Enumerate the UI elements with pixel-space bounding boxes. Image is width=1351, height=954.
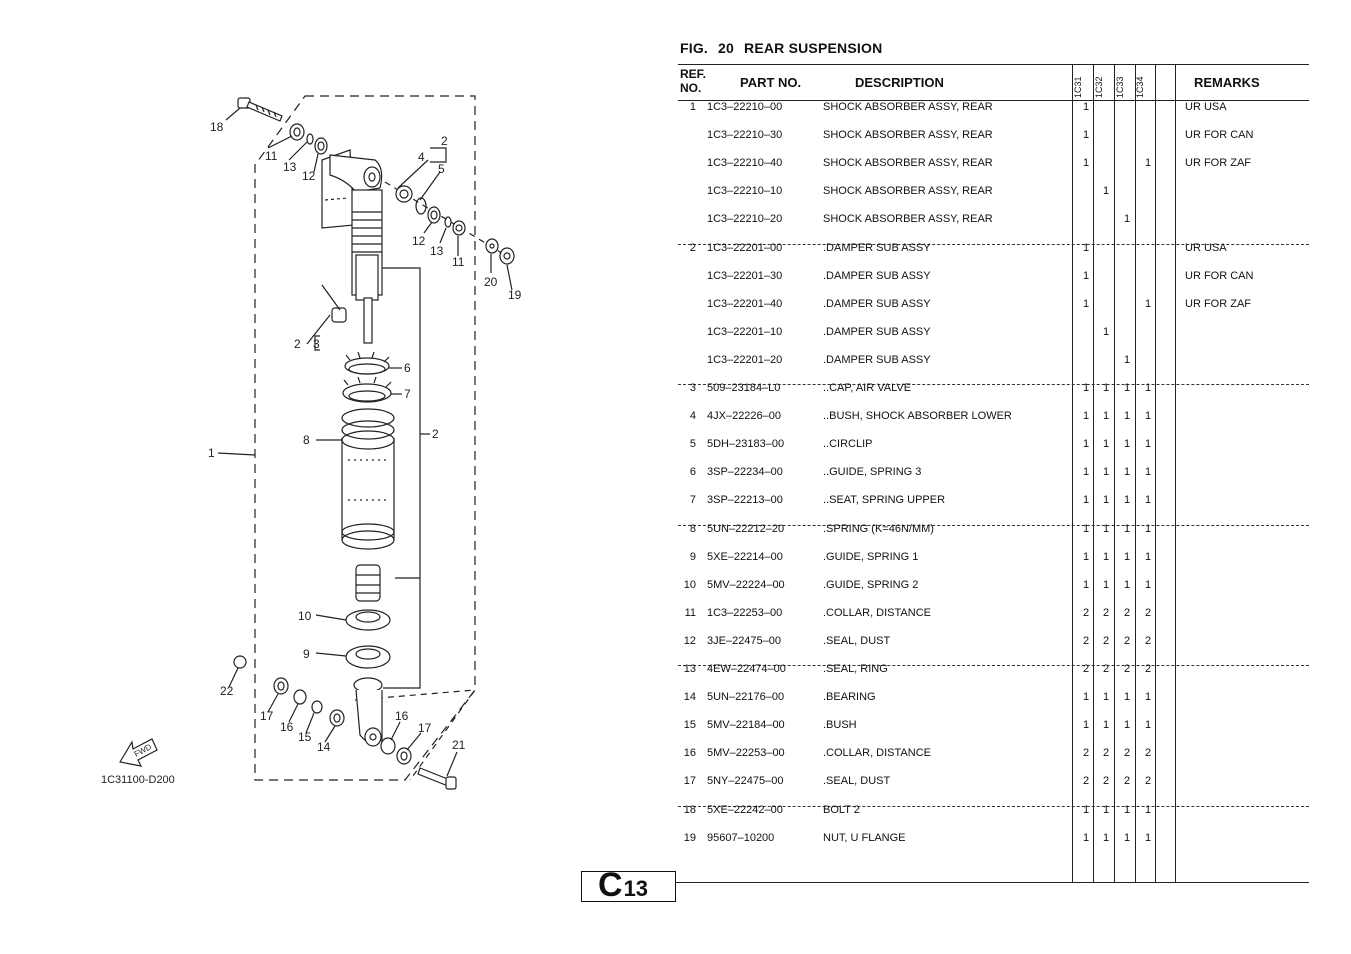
description: .COLLAR, DISTANCE	[823, 747, 931, 760]
ref-no: 5	[689, 438, 696, 451]
description: SHOCK ABSORBER ASSY, REAR	[823, 185, 993, 198]
qty-1c32: 2	[1102, 775, 1110, 788]
qty-1c34: 1	[1144, 550, 1152, 563]
callout-8: 8	[303, 433, 310, 447]
part-no: 5MV–22224–00	[707, 578, 785, 591]
description: SHOCK ABSORBER ASSY, REAR	[823, 157, 993, 170]
callout-2: 2	[294, 337, 301, 351]
part-no: 3SP–22234–00	[707, 466, 783, 479]
qty-1c33: 1	[1123, 578, 1131, 591]
description: .GUIDE, SPRING 2	[823, 578, 919, 591]
qty-1c33: 1	[1123, 494, 1131, 507]
fwd-arrow-icon	[120, 739, 157, 766]
remarks: UR FOR CAN	[1185, 269, 1254, 282]
part-no: 4JX–22226–00	[707, 410, 782, 423]
ref-no: 3	[689, 382, 696, 394]
part-no: 5MV–22184–00	[707, 719, 785, 732]
header-part-no: PART NO.	[740, 75, 802, 90]
table-row	[678, 551, 1309, 579]
part-no: 3JE–22475–00	[707, 634, 782, 647]
ref-no: 4	[689, 410, 696, 423]
ref-no: 15	[683, 719, 696, 732]
part-no: 1C3–22210–30	[707, 129, 783, 142]
table-row	[678, 466, 1309, 494]
description: .DAMPER SUB ASSY	[823, 297, 931, 310]
description: .BUSH	[823, 719, 857, 732]
qty-1c33: 1	[1123, 691, 1131, 704]
description: SHOCK ABSORBER ASSY, REAR	[823, 213, 993, 226]
qty-1c33: 1	[1123, 213, 1131, 226]
header-ref: REF. NO.	[680, 67, 707, 95]
callout-9: 9	[303, 647, 310, 661]
table-row	[678, 579, 1309, 607]
callout-16b: 16	[395, 709, 409, 723]
qty-1c33: 1	[1123, 382, 1131, 394]
table-row	[678, 804, 1309, 832]
qty-1c33: 1	[1123, 353, 1131, 366]
description: .SEAL, RING	[823, 663, 888, 675]
ref-no: 2	[689, 241, 696, 254]
ref-no: 18	[683, 803, 696, 816]
qty-1c33: 2	[1123, 606, 1131, 619]
bolt-18	[238, 98, 282, 121]
description: ..SEAT, SPRING UPPER	[823, 494, 946, 507]
table-row	[678, 354, 1309, 382]
table-row	[678, 298, 1309, 326]
part-no: 1C3–22210–20	[707, 213, 783, 226]
ref-no: 9	[689, 550, 696, 563]
qty-1c34: 1	[1144, 691, 1152, 704]
table-row	[678, 185, 1309, 213]
qty-1c32: 1	[1102, 803, 1110, 816]
ref-no: 17	[683, 775, 696, 788]
qty-1c34: 1	[1144, 803, 1152, 816]
qty-1c33: 1	[1123, 410, 1131, 423]
qty-1c31: 2	[1082, 747, 1090, 760]
table-row	[678, 494, 1309, 522]
figure-title	[680, 40, 892, 56]
qty-1c31: 1	[1082, 438, 1090, 451]
table-row	[678, 719, 1309, 747]
callout-12b: 12	[412, 234, 426, 248]
part-no: 5UN–22176–00	[707, 691, 785, 704]
qty-1c32: 1	[1102, 325, 1110, 338]
qty-1c32: 1	[1102, 578, 1110, 591]
part-no: 1C3–22210–00	[707, 101, 783, 113]
ref-no: 19	[683, 831, 696, 844]
remarks: UR USA	[1185, 241, 1227, 254]
qty-1c31: 2	[1082, 775, 1090, 788]
part-no: 1C3–22201–20	[707, 353, 783, 366]
ref-no: 11	[684, 606, 696, 619]
table-row	[678, 382, 1309, 410]
table-row	[678, 129, 1309, 157]
callout-3: 3	[313, 337, 320, 351]
qty-1c33: 2	[1123, 663, 1131, 675]
ref-no: 6	[689, 466, 696, 479]
table-row	[678, 523, 1309, 551]
part-no: 1C3–22201–00	[707, 241, 783, 254]
description: SHOCK ABSORBER ASSY, REAR	[823, 101, 993, 113]
description: .DAMPER SUB ASSY	[823, 269, 931, 282]
description: .DAMPER SUB ASSY	[823, 353, 931, 366]
qty-1c32: 1	[1102, 831, 1110, 844]
qty-1c31: 1	[1082, 550, 1090, 563]
qty-1c32: 1	[1102, 719, 1110, 732]
part-no: 1C3–22210–40	[707, 157, 783, 170]
part-no: 5MV–22253–00	[707, 747, 785, 760]
qty-1c34: 2	[1144, 775, 1152, 788]
callout-19: 19	[508, 288, 522, 302]
qty-1c31: 1	[1082, 494, 1090, 507]
table-row	[678, 242, 1309, 270]
qty-1c34: 1	[1144, 719, 1152, 732]
part-no: 1C3–22210–10	[707, 185, 783, 198]
qty-1c31: 1	[1082, 831, 1090, 844]
page-letter: C	[598, 866, 623, 904]
ref-no: 12	[683, 634, 696, 647]
part-no: 95607–10200	[707, 831, 775, 844]
qty-1c34: 1	[1144, 382, 1152, 394]
qty-1c32: 1	[1102, 522, 1110, 535]
qty-1c31: 1	[1082, 129, 1090, 142]
description: .BEARING	[823, 691, 876, 704]
qty-1c34: 2	[1144, 634, 1152, 647]
callout-22: 22	[220, 684, 234, 698]
qty-1c34: 1	[1144, 466, 1152, 479]
header-model-1c31: 1C31	[1073, 76, 1083, 98]
qty-1c32: 1	[1102, 494, 1110, 507]
qty-1c34: 2	[1144, 663, 1152, 675]
table-row	[678, 157, 1309, 185]
table-row	[678, 747, 1309, 775]
qty-1c34: 1	[1144, 522, 1152, 535]
table-row	[678, 270, 1309, 298]
qty-1c34: 1	[1144, 297, 1152, 310]
part-no: 1C3–22201–10	[707, 325, 783, 338]
qty-1c31: 1	[1082, 410, 1090, 423]
callout-2-mid: 2	[432, 427, 439, 441]
description: ..BUSH, SHOCK ABSORBER LOWER	[823, 410, 1012, 423]
part-no: 5XE–22242–00	[707, 803, 783, 816]
callout-13: 13	[283, 160, 297, 174]
callout-17b: 17	[418, 721, 432, 735]
part-no: 1C3–22201–30	[707, 269, 783, 282]
qty-1c31: 1	[1082, 241, 1090, 254]
qty-1c31: 1	[1082, 297, 1090, 310]
description: .GUIDE, SPRING 1	[823, 550, 919, 563]
part-no: 3SP–22213–00	[707, 494, 783, 507]
qty-1c33: 2	[1123, 634, 1131, 647]
callout-21: 21	[452, 738, 466, 752]
page-number-box	[581, 866, 676, 904]
qty-1c31: 1	[1082, 719, 1090, 732]
qty-1c33: 1	[1123, 831, 1131, 844]
part-no: 5UN–22212–20	[707, 522, 785, 535]
description: .SPRING (K=46N/MM)	[823, 522, 934, 535]
description: ..CAP, AIR VALVE	[823, 382, 912, 394]
header-description: DESCRIPTION	[855, 75, 944, 90]
table-row	[678, 691, 1309, 719]
header-remarks: REMARKS	[1194, 75, 1260, 90]
part-no: 5XE–22214–00	[707, 550, 783, 563]
callout-1: 1	[208, 446, 215, 460]
description: .DAMPER SUB ASSY	[823, 325, 931, 338]
qty-1c34: 1	[1144, 494, 1152, 507]
table-row	[678, 438, 1309, 466]
qty-1c32: 1	[1102, 466, 1110, 479]
qty-1c32: 2	[1102, 634, 1110, 647]
part-no: 509–23184–L0	[707, 382, 781, 394]
table-row	[678, 663, 1309, 691]
table-row	[678, 410, 1309, 438]
description: .SEAL, DUST	[823, 775, 891, 788]
callout-17: 17	[260, 709, 274, 723]
fig-number: 20	[718, 40, 735, 56]
description: .SEAL, DUST	[823, 634, 891, 647]
qty-1c31: 2	[1082, 606, 1090, 619]
callout-6: 6	[404, 361, 411, 375]
callout-11: 11	[265, 149, 278, 163]
description: .DAMPER SUB ASSY	[823, 241, 931, 254]
qty-1c32: 2	[1102, 606, 1110, 619]
ref-no: 7	[689, 494, 696, 507]
table-row	[678, 101, 1309, 129]
table-row	[678, 607, 1309, 635]
qty-1c31: 1	[1082, 803, 1090, 816]
description: NUT, U FLANGE	[823, 831, 906, 844]
remarks: UR FOR CAN	[1185, 129, 1254, 142]
remarks: UR FOR ZAF	[1185, 297, 1251, 310]
qty-1c32: 1	[1102, 410, 1110, 423]
qty-1c32: 1	[1102, 691, 1110, 704]
qty-1c32: 2	[1102, 747, 1110, 760]
fig-label: FIG.	[680, 40, 709, 56]
qty-1c33: 1	[1123, 803, 1131, 816]
qty-1c31: 1	[1082, 157, 1090, 170]
table-row	[678, 832, 1309, 860]
qty-1c33: 1	[1123, 550, 1131, 563]
diagram-code: 1C31100-D200	[101, 774, 175, 786]
callout-4: 4	[418, 150, 425, 164]
callout-11b: 11	[452, 255, 465, 269]
part-no: 5DH–23183–00	[707, 438, 785, 451]
callout-7: 7	[404, 387, 411, 401]
ref-no: 13	[683, 663, 696, 675]
ref-no: 8	[689, 522, 696, 535]
qty-1c34: 1	[1144, 438, 1152, 451]
callout-2-top: 2	[441, 134, 448, 148]
qty-1c34: 1	[1144, 157, 1152, 170]
ref-no: 1	[689, 101, 696, 113]
part-no: 1C3–22201–40	[707, 297, 783, 310]
part-no: 1C3–22253–00	[707, 606, 783, 619]
remarks: UR FOR ZAF	[1185, 157, 1251, 170]
callout-20: 20	[484, 275, 498, 289]
header-model-1c34: 1C34	[1135, 76, 1145, 98]
fwd-label: FWD	[132, 742, 154, 759]
ref-no: 14	[683, 691, 696, 704]
qty-1c31: 1	[1082, 578, 1090, 591]
qty-1c31: 2	[1082, 634, 1090, 647]
ref-no: 16	[683, 747, 696, 760]
callout-15: 15	[298, 730, 312, 744]
description: BOLT 2	[823, 803, 860, 816]
callout-16: 16	[280, 720, 294, 734]
callout-10: 10	[298, 609, 312, 623]
callout-12: 12	[302, 169, 316, 183]
table-top-rule	[678, 64, 1309, 65]
part-no: 5NY–22475–00	[707, 775, 784, 788]
qty-1c31: 1	[1082, 691, 1090, 704]
header-model-1c33: 1C33	[1115, 76, 1125, 98]
callout-13b: 13	[430, 244, 444, 258]
table-row	[678, 775, 1309, 803]
qty-1c32: 2	[1102, 663, 1110, 675]
qty-1c31: 1	[1082, 522, 1090, 535]
part-no: 4EW–22474–00	[707, 663, 786, 675]
qty-1c33: 1	[1123, 466, 1131, 479]
header-model-1c32: 1C32	[1094, 76, 1104, 98]
qty-1c33: 1	[1123, 522, 1131, 535]
qty-1c31: 1	[1082, 269, 1090, 282]
qty-1c32: 1	[1102, 438, 1110, 451]
fig-title-text: REAR SUSPENSION	[744, 40, 883, 56]
description: ..CIRCLIP	[823, 438, 873, 451]
table-row	[678, 635, 1309, 663]
qty-1c32: 1	[1102, 382, 1110, 394]
description: SHOCK ABSORBER ASSY, REAR	[823, 129, 993, 142]
description: .COLLAR, DISTANCE	[823, 606, 931, 619]
callout-18: 18	[210, 120, 224, 134]
qty-1c31: 1	[1082, 466, 1090, 479]
parts-table	[678, 64, 1309, 883]
callout-14: 14	[317, 740, 331, 754]
qty-1c33: 2	[1123, 775, 1131, 788]
qty-1c34: 2	[1144, 606, 1152, 619]
qty-1c32: 1	[1102, 550, 1110, 563]
page-rule	[676, 882, 1309, 883]
qty-1c31: 1	[1082, 382, 1090, 394]
description: ..GUIDE, SPRING 3	[823, 466, 922, 479]
qty-1c34: 1	[1144, 831, 1152, 844]
callout-5: 5	[438, 162, 445, 176]
table-row	[678, 326, 1309, 354]
qty-1c34: 1	[1144, 578, 1152, 591]
qty-1c31: 2	[1082, 663, 1090, 675]
qty-1c31: 1	[1082, 101, 1090, 113]
qty-1c33: 1	[1123, 438, 1131, 451]
qty-1c33: 1	[1123, 719, 1131, 732]
qty-1c32: 1	[1102, 185, 1110, 198]
qty-1c34: 2	[1144, 747, 1152, 760]
page-number: 13	[623, 876, 649, 901]
table-row	[678, 213, 1309, 241]
qty-1c33: 2	[1123, 747, 1131, 760]
ref-no: 10	[683, 578, 696, 591]
remarks: UR USA	[1185, 101, 1227, 113]
qty-1c34: 1	[1144, 410, 1152, 423]
